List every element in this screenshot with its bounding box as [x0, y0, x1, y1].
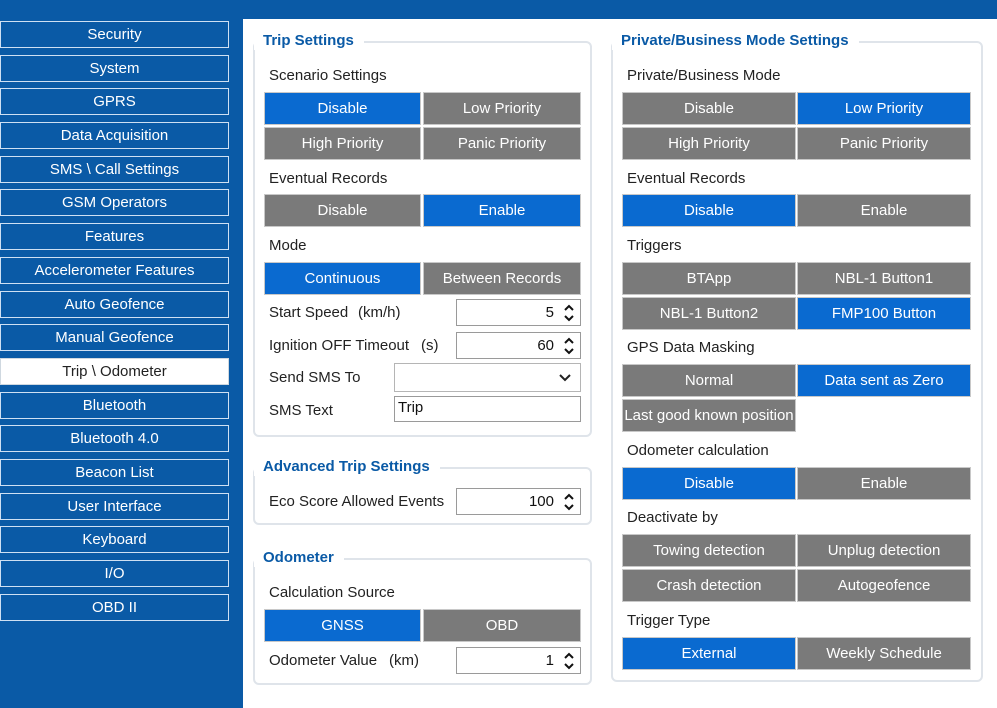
- scenario-low-priority-button[interactable]: Low Priority: [423, 92, 581, 125]
- sidebar-item-trip-odometer[interactable]: Trip \ Odometer: [0, 358, 229, 385]
- trip-eventual-records-label: Eventual Records: [269, 170, 388, 187]
- sms-text-field[interactable]: [394, 396, 581, 422]
- ignition-timeout-unit: (s): [421, 337, 439, 354]
- trigger-btapp-button[interactable]: BTApp: [622, 262, 796, 295]
- trip-settings-title: Trip Settings: [254, 32, 364, 50]
- sidebar-item-gprs[interactable]: GPRS: [0, 88, 229, 115]
- trip-eventual-disable-button[interactable]: Disable: [264, 194, 421, 227]
- sidebar-item-auto-geofence[interactable]: Auto Geofence: [0, 291, 229, 318]
- scenario-settings-label: Scenario Settings: [269, 67, 387, 84]
- pb-mode-disable-button[interactable]: Disable: [622, 92, 796, 125]
- sidebar-item-beacon-list[interactable]: Beacon List: [0, 459, 229, 486]
- trip-eventual-enable-button[interactable]: Enable: [423, 194, 581, 227]
- sidebar-item-sms-call-settings[interactable]: SMS \ Call Settings: [0, 156, 229, 183]
- sidebar-item-bluetooth[interactable]: Bluetooth: [0, 392, 229, 419]
- sidebar-item-io[interactable]: I/O: [0, 560, 229, 587]
- odometer-value-label: Odometer Value: [269, 652, 378, 669]
- spinner-arrows-icon[interactable]: [562, 335, 576, 357]
- chevron-down-icon[interactable]: [558, 370, 572, 384]
- gps-data-sent-as-zero-button[interactable]: Data sent as Zero: [797, 364, 971, 397]
- sidebar-item-gsm-operators[interactable]: GSM Operators: [0, 189, 229, 216]
- send-sms-to-label: Send SMS To: [269, 369, 361, 386]
- odometer-title: Odometer: [254, 549, 344, 567]
- mode-between-records-button[interactable]: Between Records: [423, 262, 581, 295]
- spinner-arrows-icon[interactable]: [562, 650, 576, 672]
- spinner-arrows-icon[interactable]: [562, 491, 576, 513]
- spinner-arrows-icon[interactable]: [562, 302, 576, 324]
- start-speed-unit: (km/h): [358, 304, 401, 321]
- odometer-value-unit: (km): [389, 652, 419, 669]
- ignition-timeout-label: Ignition OFF Timeout: [269, 337, 410, 354]
- trigger-nbl1-button2-button[interactable]: NBL-1 Button2: [622, 297, 796, 330]
- private-business-mode-label: Private/Business Mode: [627, 67, 781, 84]
- scenario-panic-priority-button[interactable]: Panic Priority: [423, 127, 581, 160]
- sidebar-item-manual-geofence[interactable]: Manual Geofence: [0, 324, 229, 351]
- sidebar-item-security[interactable]: Security: [0, 21, 229, 48]
- gps-last-good-known-position-button[interactable]: Last good known position: [622, 399, 796, 432]
- mode-label: Mode: [269, 237, 307, 254]
- trigger-type-weekly-schedule-button[interactable]: Weekly Schedule: [797, 637, 971, 670]
- trigger-fmp100-button[interactable]: FMP100 Button: [797, 297, 971, 330]
- odo-calc-enable-button[interactable]: Enable: [797, 467, 971, 500]
- sidebar-item-accelerometer-features[interactable]: Accelerometer Features: [0, 257, 229, 284]
- odometer-value-input[interactable]: [456, 647, 581, 674]
- pb-mode-low-priority-button[interactable]: Low Priority: [797, 92, 971, 125]
- sidebar-item-data-acquisition[interactable]: Data Acquisition: [0, 122, 229, 149]
- sidebar-item-features[interactable]: Features: [0, 223, 229, 250]
- start-speed-value: 5: [545, 304, 554, 321]
- eco-score-label: Eco Score Allowed Events: [269, 493, 445, 510]
- trigger-nbl1-button1-button[interactable]: NBL-1 Button1: [797, 262, 971, 295]
- ignition-timeout-value: 60: [537, 337, 554, 354]
- deactivate-autogeofence-button[interactable]: Autogeofence: [797, 569, 971, 602]
- pb-eventual-disable-button[interactable]: Disable: [622, 194, 796, 227]
- source-obd-button[interactable]: OBD: [423, 609, 581, 642]
- gps-normal-button[interactable]: Normal: [622, 364, 796, 397]
- eco-score-value: 100: [528, 493, 554, 510]
- trigger-type-label: Trigger Type: [627, 612, 711, 629]
- sidebar-item-keyboard[interactable]: Keyboard: [0, 526, 229, 553]
- pb-mode-panic-priority-button[interactable]: Panic Priority: [797, 127, 971, 160]
- deactivate-towing-button[interactable]: Towing detection: [622, 534, 796, 567]
- triggers-label: Triggers: [627, 237, 682, 254]
- private-business-title: Private/Business Mode Settings: [612, 32, 859, 50]
- start-speed-input[interactable]: [456, 299, 581, 326]
- odometer-calculation-label: Odometer calculation: [627, 442, 769, 459]
- sidebar-item-obd-ii[interactable]: OBD II: [0, 594, 229, 621]
- pb-eventual-enable-button[interactable]: Enable: [797, 194, 971, 227]
- sms-text-label: SMS Text: [269, 402, 333, 419]
- sidebar: [0, 0, 243, 708]
- trigger-type-external-button[interactable]: External: [622, 637, 796, 670]
- scenario-disable-button[interactable]: Disable: [264, 92, 421, 125]
- eco-score-input[interactable]: [456, 488, 581, 515]
- sidebar-item-user-interface[interactable]: User Interface: [0, 493, 229, 520]
- sidebar-item-system[interactable]: System: [0, 55, 229, 82]
- sidebar-item-bluetooth-4[interactable]: Bluetooth 4.0: [0, 425, 229, 452]
- gps-data-masking-label: GPS Data Masking: [627, 339, 755, 356]
- advanced-trip-settings-title: Advanced Trip Settings: [254, 458, 440, 476]
- scenario-high-priority-button[interactable]: High Priority: [264, 127, 421, 160]
- start-speed-label: Start Speed: [269, 304, 349, 321]
- deactivate-crash-button[interactable]: Crash detection: [622, 569, 796, 602]
- deactivate-by-label: Deactivate by: [627, 509, 718, 526]
- mode-continuous-button[interactable]: Continuous: [264, 262, 421, 295]
- source-gnss-button[interactable]: GNSS: [264, 609, 421, 642]
- pb-eventual-records-label: Eventual Records: [627, 170, 746, 187]
- ignition-timeout-input[interactable]: [456, 332, 581, 359]
- odometer-value: 1: [545, 652, 554, 669]
- odo-calc-disable-button[interactable]: Disable: [622, 467, 796, 500]
- pb-mode-high-priority-button[interactable]: High Priority: [622, 127, 796, 160]
- sms-text-input[interactable]: [395, 397, 580, 421]
- send-sms-to-select[interactable]: [394, 363, 581, 392]
- deactivate-unplug-button[interactable]: Unplug detection: [797, 534, 971, 567]
- calculation-source-label: Calculation Source: [269, 584, 395, 601]
